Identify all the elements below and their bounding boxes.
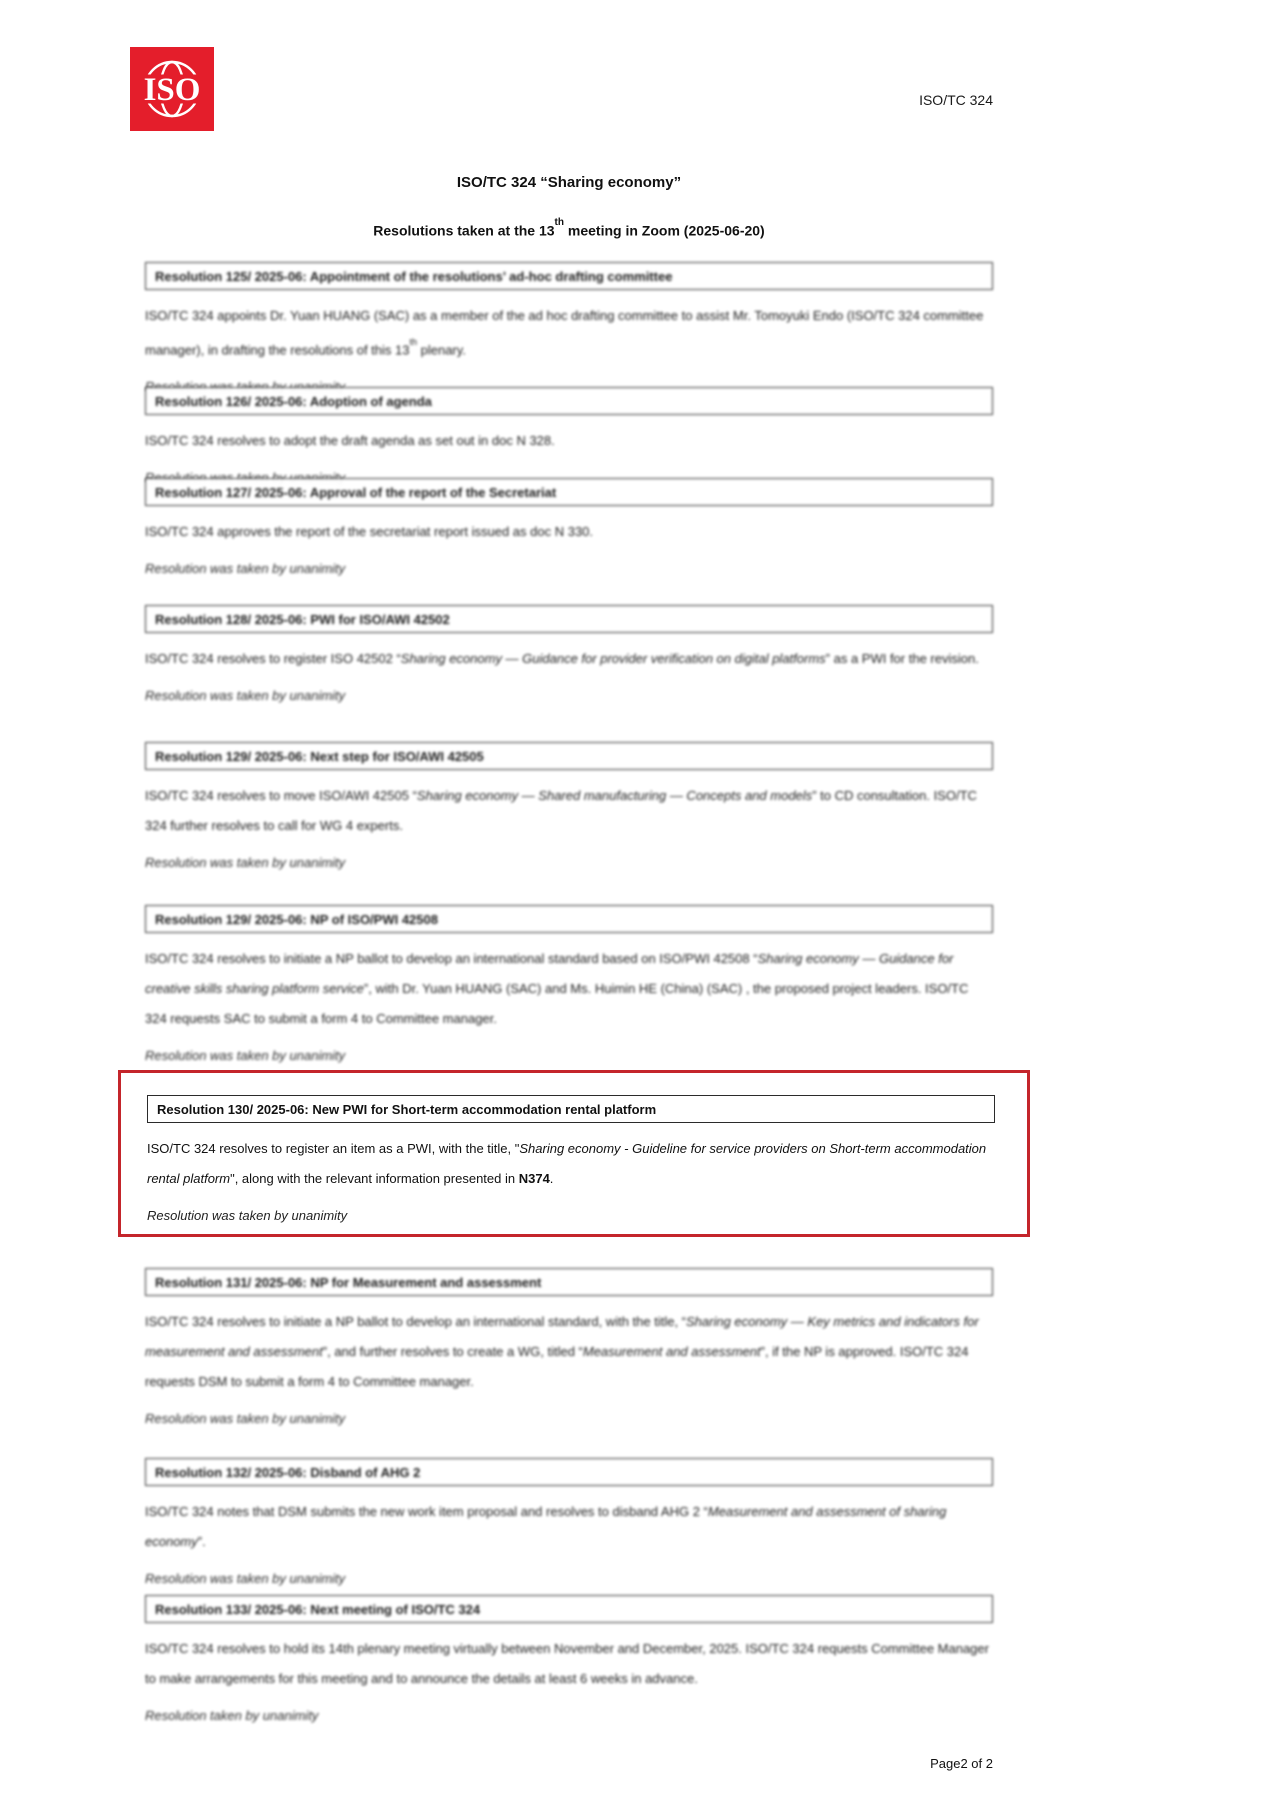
resolution-unanimity-note: Resolution was taken by unanimity <box>145 1571 346 1586</box>
resolution-title: Resolution 126/ 2025-06: Adoption of agenda <box>155 393 432 409</box>
resolution-heading-box <box>145 262 993 290</box>
resolution-content <box>145 905 993 1066</box>
resolution-block <box>145 262 993 397</box>
subtitle-ordinal: th <box>554 217 564 228</box>
subtitle-prefix: Resolutions taken at the 13 <box>373 222 555 239</box>
resolution-title: Resolution 128/ 2025-06: PWI for ISO/AWI 42502 <box>155 611 450 627</box>
resolution-body: ISO/TC 324 appoints Dr. Yuan HUANG (SAC) as a member of the ad hoc drafting committee to assist Mr. Tomoyuki Endo (ISO/TC 324 committee manager), in drafting the resolutions of this 13th plenary. <box>145 308 984 358</box>
resolution-block <box>145 387 993 488</box>
resolution-body: ISO/TC 324 resolves to adopt the draft agenda as set out in doc N 328. <box>145 433 555 448</box>
resolution-content <box>145 1458 993 1589</box>
resolution-content <box>145 742 993 873</box>
subtitle-suffix: meeting in Zoom (2025-06-20) <box>564 222 765 239</box>
resolution-block <box>145 1268 993 1429</box>
resolution-body: ISO/TC 324 resolves to initiate a NP ballot to develop an international standard based on ISO/PWI 42508 “Sharing economy — Guidance for creative skills sharing platform service”, with Dr. Yuan HUANG (SAC) and Ms. Huimin HE (China) (SAC) , the proposed project leaders. ISO/TC 324 requests SAC to submit a form 4 to Committee manager. <box>145 951 969 1026</box>
resolution-unanimity-note: Resolution was taken by unanimity <box>145 1411 346 1426</box>
committee-reference: ISO/TC 324 <box>919 92 993 108</box>
resolution-title: Resolution 130/ 2025-06: New PWI for Short-term accommodation rental platform <box>157 1101 657 1117</box>
resolution-heading-box <box>145 387 993 415</box>
resolution-content <box>145 478 993 579</box>
resolution-heading-box <box>145 742 993 770</box>
resolution-block <box>145 605 993 706</box>
document-title: ISO/TC 324 “Sharing economy” <box>456 174 682 191</box>
resolution-unanimity-note: Resolution was taken by unanimity <box>147 1208 348 1223</box>
page-number: Page2 of 2 <box>930 1756 993 1771</box>
resolution-body: ISO/TC 324 approves the report of the secretariat report issued as doc N 330. <box>145 524 594 539</box>
iso-logo-text: ISO <box>143 72 201 108</box>
resolution-content <box>145 262 993 397</box>
resolution-content <box>145 1268 993 1429</box>
resolution-body: ISO/TC 324 resolves to register ISO 42502 “Sharing economy — Guidance for provider verification on digital platforms” as a PWI for the revision. <box>145 651 979 666</box>
resolution-title: Resolution 129/ 2025-06: Next step for ISO/AWI 42505 <box>155 748 484 764</box>
resolution-body: ISO/TC 324 resolves to move ISO/AWI 42505 “Sharing economy — Shared manufacturing — Concepts and models” to CD consultation. ISO/TC 324 further resolves to call for WG 4 experts. <box>145 788 977 833</box>
resolution-content <box>145 387 993 488</box>
resolution-unanimity-note: Resolution was taken by unanimity <box>145 855 346 870</box>
resolution-title: Resolution 132/ 2025-06: Disband of AHG 2 <box>155 1464 421 1480</box>
resolution-body: ISO/TC 324 resolves to initiate a NP ballot to develop an international standard, with the title, “Sharing economy — Key metrics and indicators for measurement and assessment”, and further resolves to create a WG, titled “Measurement and assessment”, if the NP is approved. ISO/TC 324 requests DSM to submit a form 4 to Committee manager. <box>145 1314 979 1389</box>
resolution-body: ISO/TC 324 resolves to hold its 14th plenary meeting virtually between November and December, 2025. ISO/TC 324 requests Committee Manager to make arrangements for this meeting and to announce the details at least 6 weeks in advance. <box>145 1641 989 1686</box>
resolution-title: Resolution 133/ 2025-06: Next meeting of ISO/TC 324 <box>155 1601 481 1617</box>
resolution-block <box>145 1458 993 1589</box>
resolution-heading-box <box>145 1268 993 1296</box>
resolution-title: Resolution 131/ 2025-06: NP for Measurement and assessment <box>155 1274 542 1290</box>
resolution-block <box>145 478 993 579</box>
resolution-content <box>145 1595 993 1726</box>
resolution-title: Resolution 127/ 2025-06: Approval of the report of the Secretariat <box>155 484 557 500</box>
resolution-unanimity-note: Resolution taken by unanimity <box>145 1708 319 1723</box>
resolution-block <box>145 905 993 1066</box>
resolution-block <box>145 1595 993 1726</box>
resolution-content <box>147 1095 995 1226</box>
resolution-heading-box <box>145 605 993 633</box>
resolution-title: Resolution 129/ 2025-06: NP of ISO/PWI 42508 <box>155 911 438 927</box>
resolution-unanimity-note: Resolution was taken by unanimity <box>145 1048 346 1063</box>
resolution-heading-box <box>145 905 993 933</box>
resolution-heading-box <box>145 478 993 506</box>
resolution-heading-box <box>145 1458 993 1486</box>
resolution-body: ISO/TC 324 notes that DSM submits the new work item proposal and resolves to disband AHG 2 “Measurement and assessment of sharing economy”. <box>145 1504 947 1549</box>
resolution-unanimity-note: Resolution was taken by unanimity <box>145 688 346 703</box>
resolution-content <box>145 605 993 706</box>
resolution-block <box>145 742 993 873</box>
resolution-heading-box <box>147 1095 995 1123</box>
resolution-heading-box <box>145 1595 993 1623</box>
resolution-block <box>118 1070 1030 1237</box>
resolution-title: Resolution 125/ 2025-06: Appointment of the resolutions’ ad-hoc drafting committee <box>155 268 673 284</box>
resolution-body: ISO/TC 324 resolves to register an item as a PWI, with the title, "Sharing economy - Guideline for service providers on Short-term accommodation rental platform", along with the relevant information presented in N374. <box>147 1141 987 1186</box>
resolution-unanimity-note: Resolution was taken by unanimity <box>145 561 346 576</box>
